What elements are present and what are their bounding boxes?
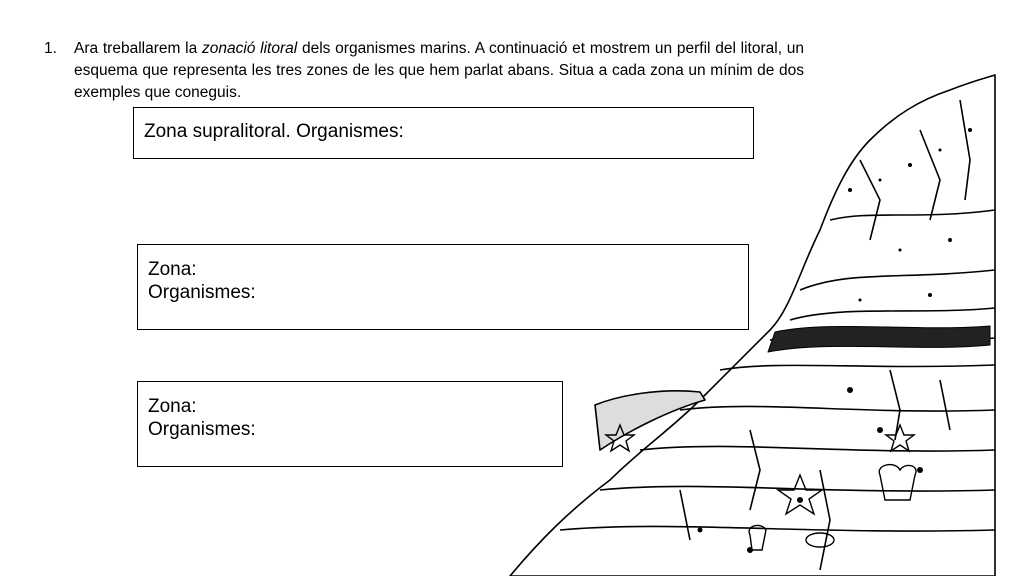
instruction-text-end: dels organismes marins. A continuació et mostrem un perfil del litoral, un esquema que representa les tres zones de les que hem parlat abans. Situa a cada zona un mínim de dos exemples que coneguis.: [74, 40, 805, 101]
supralittoral-zone-box: [133, 107, 754, 159]
instruction-emphasis: zonació litoral: [201, 40, 298, 57]
organisms-label: Organismes:: [148, 419, 256, 440]
zone-label: Zona:: [148, 396, 197, 417]
zone-box-3: [137, 381, 563, 467]
exercise-number: 1.: [44, 40, 57, 57]
supralittoral-zone-label: Zona supralitoral. Organismes:: [144, 121, 404, 142]
zone-label: Zona:: [148, 259, 197, 280]
instruction-text-start: Ara treballarem la: [74, 40, 202, 57]
zone-box-2: [137, 244, 749, 330]
organisms-label: Organismes:: [148, 282, 256, 303]
